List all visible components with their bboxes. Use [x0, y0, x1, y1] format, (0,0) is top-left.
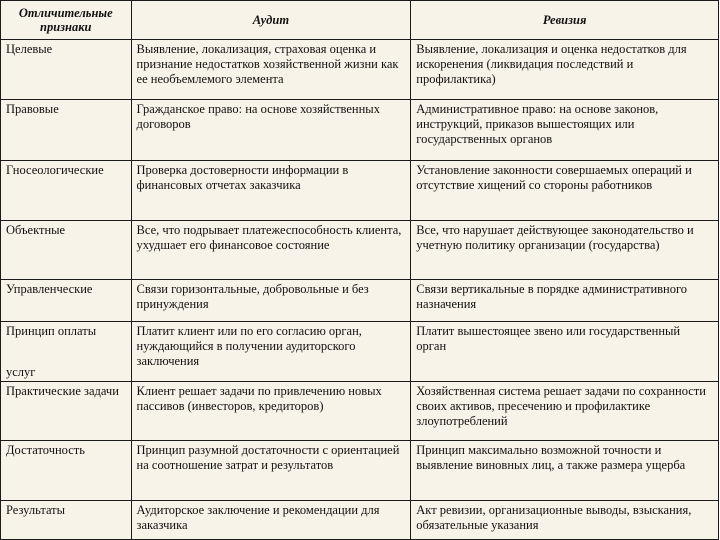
audit-text: Выявление, локализация, страховая оценка и признание недостатков хозяйственной жизни как ее необъемлемого элемента — [136, 42, 399, 86]
audit-cell — [131, 160, 411, 220]
row-label: Правовые — [6, 102, 59, 117]
revision-text: Акт ревизии, организационные выводы, взыскания, обязательные указания — [416, 503, 692, 533]
header-row — [1, 1, 719, 40]
audit-text: Связи горизонтальные, добровольные и без принуждения — [136, 282, 369, 312]
audit-text: Клиент решает задачи по привлечению новых пассивов (инвесторов, кредиторов) — [136, 383, 382, 413]
revision-cell — [411, 40, 719, 100]
audit-cell — [131, 321, 411, 381]
audit-cell — [131, 441, 411, 501]
audit-text: Аудиторское заключение и рекомендации для заказчика — [136, 503, 380, 533]
revision-text: Платит вышестоящее звено или государственный орган — [416, 323, 681, 353]
row-label: Гносеологические — [6, 162, 104, 177]
audit-text: Гражданское право: на основе хозяйственных договоров — [136, 102, 380, 132]
audit-cell — [131, 220, 411, 279]
audit-cell — [131, 100, 411, 160]
revision-cell — [411, 441, 719, 501]
audit-cell — [131, 40, 411, 100]
row-label-cell — [1, 220, 132, 279]
row-label-cell — [1, 441, 132, 501]
revision-cell — [411, 321, 719, 381]
revision-text: Все, что нарушает действующее законодательство и учетную политику организации (государства) — [416, 222, 694, 252]
row-label-part: Принцип оплаты — [6, 323, 97, 338]
revision-cell — [411, 381, 719, 440]
revision-cell — [411, 100, 719, 160]
audit-cell — [131, 501, 411, 540]
audit-cell — [131, 280, 411, 322]
row-label-cell — [1, 160, 132, 220]
audit-cell — [131, 381, 411, 440]
row-label: Практические задачи — [6, 383, 119, 398]
header-audit-label: Аудит — [252, 13, 290, 27]
revision-text: Установление законности совершаемых операций и отсутствие хищений со стороны работников — [416, 162, 692, 192]
header-features — [1, 1, 132, 40]
table-row — [1, 280, 719, 322]
audit-text: Все, что подрывает платежеспособность клиента, ухудшает его финансовое состояние — [136, 222, 402, 252]
revision-text: Выявление, локализация и оценка недостатков для искоренения (ликвидация последствий и профилактика) — [416, 42, 687, 86]
row-label-cell — [1, 280, 132, 322]
row-label: Результаты — [6, 503, 66, 518]
header-audit — [131, 1, 411, 40]
revision-text: Административное право: на основе законов, инструкций, приказов вышестоящих или государственных органов — [416, 102, 659, 147]
revision-text: Хозяйственная система решает задачи по сохранности своих активов, пресечению и профилактике злоупотреблений — [416, 383, 706, 428]
header-revision-label: Ревизия — [542, 13, 587, 27]
row-label: Управленческие — [6, 282, 93, 297]
revision-cell — [411, 280, 719, 322]
revision-cell — [411, 501, 719, 540]
table-row — [1, 160, 719, 220]
revision-text: Связи вертикальные в порядке административного назначения — [416, 282, 688, 312]
row-label-cell — [1, 321, 132, 381]
table-row — [1, 441, 719, 501]
revision-cell — [411, 220, 719, 279]
row-label-part: услуг — [6, 364, 36, 379]
table-row — [1, 321, 719, 381]
revision-cell — [411, 160, 719, 220]
table-row — [1, 220, 719, 279]
audit-text: Принцип разумной достаточности с ориентацией на соотношение затрат и результатов — [136, 443, 400, 473]
header-features-label: Отличительные признаки — [18, 6, 113, 34]
row-label-cell — [1, 40, 132, 100]
revision-text: Принцип максимально возможной точности и выявление виновных лиц, а также размера ущерба — [416, 443, 686, 473]
table-row — [1, 40, 719, 100]
row-label-cell — [1, 100, 132, 160]
table-row — [1, 381, 719, 440]
row-label-split — [6, 324, 126, 380]
table-row — [1, 100, 719, 160]
header-revision — [411, 1, 719, 40]
audit-text: Проверка достоверности информации в финансовых отчетах заказчика — [136, 162, 349, 192]
row-label-cell — [1, 381, 132, 440]
row-label: Достаточность — [6, 443, 85, 458]
row-label-cell — [1, 501, 132, 540]
table-row — [1, 501, 719, 540]
row-label: Целевые — [6, 42, 53, 56]
row-label: Объектные — [6, 222, 66, 237]
audit-text: Платит клиент или по его согласию орган, нуждающийся в получении аудиторского заключения — [136, 323, 362, 368]
